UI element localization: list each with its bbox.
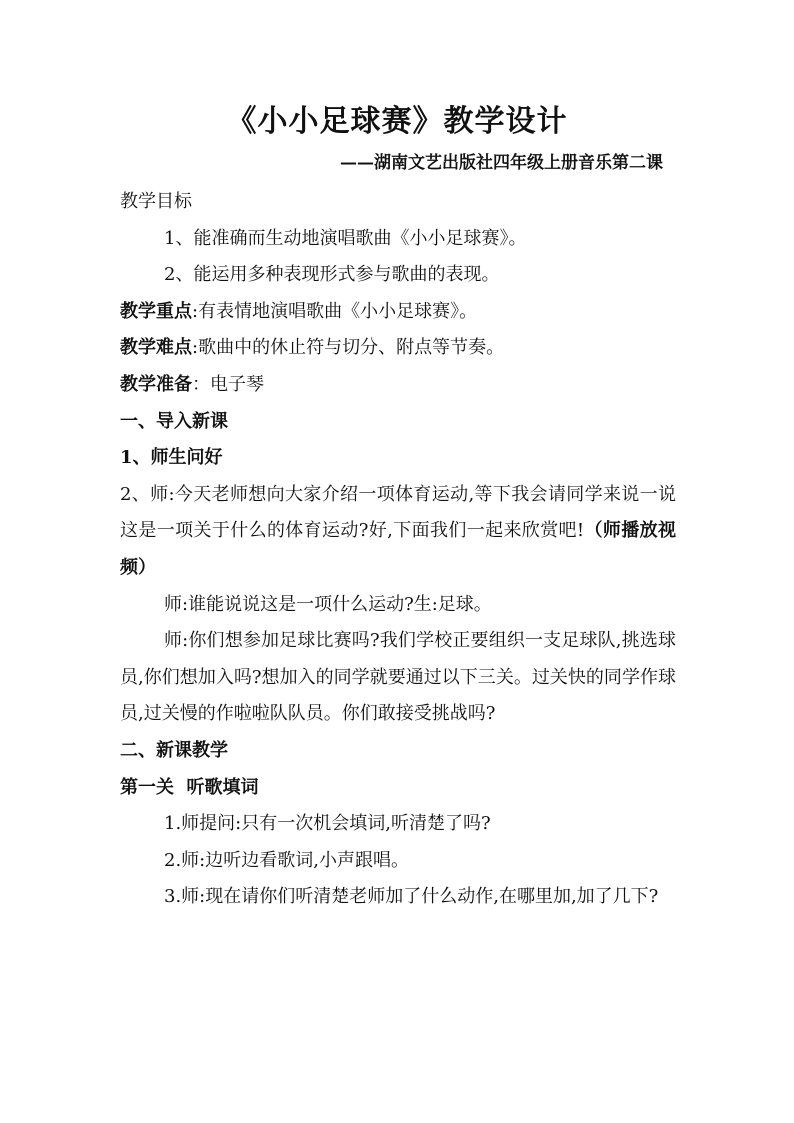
document-body	[120, 184, 676, 916]
preparation-label: 教学准备	[120, 373, 192, 395]
difficulty-text: :歌曲中的休止符与切分、附点等节奏。	[192, 337, 505, 359]
objective-item-2: 2、能运用多种表现形式参与歌曲的表现。	[164, 264, 500, 286]
section-1-step-2	[120, 477, 676, 587]
preparation	[120, 367, 676, 404]
document-subtitle: ——湖南文艺出版社四年级上册音乐第二课	[340, 153, 663, 173]
objective-item-1: 1、能准确而生动地演唱歌曲《小小足球赛》。	[164, 227, 527, 249]
key-point	[120, 294, 676, 331]
section-2-item-3: 3.师:现在请你们听清楚老师加了什么动作,在哪里加,加了几下?	[164, 886, 659, 908]
section-2-item-1: 1.师提问:只有一次机会填词,听清楚了吗?	[164, 813, 491, 835]
section-2-level-1: 第一关 听歌填词	[120, 776, 259, 798]
preparation-text: ：电子琴	[192, 373, 264, 395]
section-2-heading: 二、新课教学	[120, 739, 228, 761]
section-1-step-2-note: （师播放视频）	[120, 520, 676, 578]
section-2-item-2: 2.师:边听边看歌词,小声跟唱。	[164, 849, 409, 871]
section-1-dialogue-1: 师:谁能说说这是一项什么运动?生:足球。	[164, 593, 492, 615]
difficulty-label: 教学难点	[120, 337, 192, 359]
difficulty	[120, 330, 676, 367]
key-point-label: 教学重点	[120, 300, 192, 322]
key-point-text: :有表情地演唱歌曲《小小足球赛》。	[192, 300, 478, 322]
document-title: 《小小足球赛》教学设计	[226, 104, 568, 139]
section-1-step-2-text: 2、师:今天老师想向大家介绍一项体育运动,等下我会请同学来说一说这是一项关于什么的体育运动?好,下面我们一起来欣赏吧!	[120, 483, 676, 542]
section-1-heading: 一、导入新课	[120, 410, 228, 432]
section-1-dialogue-2: 师:你们想参加足球比赛吗?我们学校正要组织一支足球队,挑选球员,你们想加入吗?想加入的同学就要通过以下三关。过关快的同学作球员,过关慢的作啦啦队队员。你们敢接受挑战吗?	[120, 630, 676, 725]
section-1-step-1: 1、师生问好	[120, 447, 223, 469]
objectives-heading: 教学目标	[120, 191, 192, 212]
